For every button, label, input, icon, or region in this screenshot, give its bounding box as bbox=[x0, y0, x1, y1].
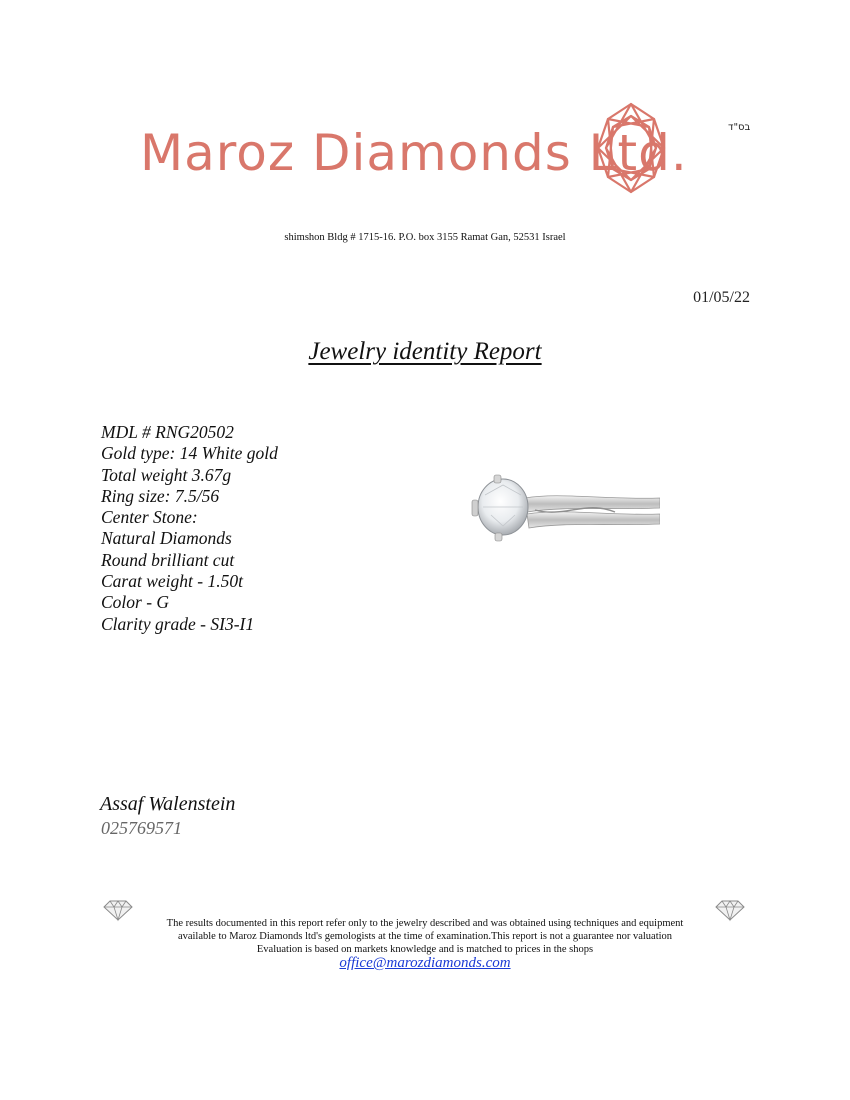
disclaimer-line: available to Maroz Diamonds ltd's gemologists at the time of examination.This report is not a guarantee nor valuation bbox=[177, 931, 673, 942]
company-logo-text: Maroz Diamonds Ltd. bbox=[140, 124, 688, 182]
ring-details bbox=[101, 422, 278, 635]
detail-cut: Round brilliant cut bbox=[101, 549, 235, 570]
detail-clarity: Clarity grade - SI3-I1 bbox=[101, 613, 255, 634]
ring-photo bbox=[465, 470, 660, 545]
hebrew-blessing-mark: בס"ד bbox=[728, 122, 751, 133]
detail-ring-size: Ring size: 7.5/56 bbox=[101, 485, 220, 506]
disclaimer-line: The results documented in this report refer only to the jewelry described and was obtained using techniques and equipment bbox=[166, 918, 684, 929]
detail-carat-weight: Carat weight - 1.50t bbox=[101, 571, 243, 592]
report-title: Jewelry identity Report bbox=[308, 338, 542, 365]
footer-disclaimer bbox=[0, 917, 850, 956]
company-address: shimshon Bldg # 1715-16. P.O. box 3155 Ramat Gan, 52531 Israel bbox=[284, 232, 566, 243]
signature-name: Assaf Walenstein bbox=[100, 793, 236, 815]
detail-gold-type: Gold type: 14 White gold bbox=[101, 443, 278, 464]
disclaimer-line: Evaluation is based on markets knowledge and is matched to prices in the shops bbox=[256, 944, 594, 955]
detail-stone-type: Natural Diamonds bbox=[101, 528, 232, 549]
detail-color: Color - G bbox=[101, 592, 170, 613]
detail-total-weight: Total weight 3.67g bbox=[101, 464, 232, 485]
star-logo-icon bbox=[593, 102, 669, 194]
signature-id-number: 025769571 bbox=[101, 818, 182, 838]
email-link[interactable]: office@marozdiamonds.com bbox=[339, 955, 511, 971]
detail-model: MDL # RNG20502 bbox=[101, 422, 234, 442]
detail-center-stone: Center Stone: bbox=[101, 507, 198, 528]
report-date: 01/05/22 bbox=[693, 289, 750, 306]
footer-email bbox=[0, 955, 850, 972]
